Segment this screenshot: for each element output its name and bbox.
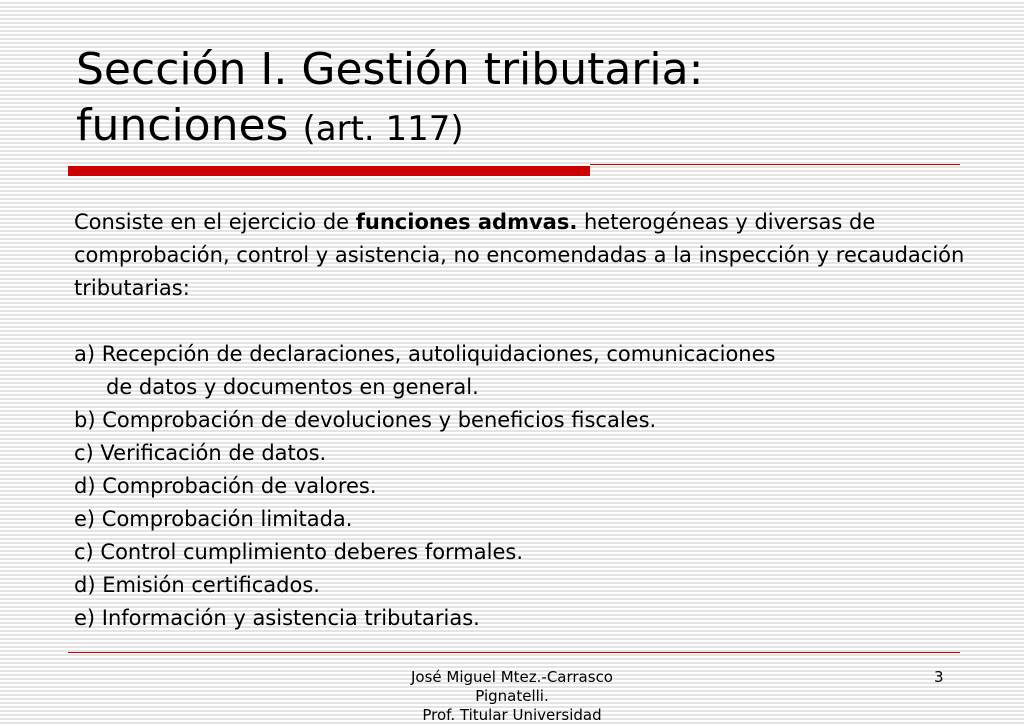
intro-text-end: heterogéneas y diversas de comprobación, control y asistencia, no encomendadas a la inspección y recaudación tributarias: — [74, 210, 965, 300]
list-item: b) Comprobación de devoluciones y beneficios fiscales. — [74, 408, 657, 432]
list-item: e) Información y asistencia tributarias. — [74, 606, 480, 630]
footer-divider — [68, 652, 960, 653]
title-underline-thin — [590, 164, 960, 165]
list-item: e) Comprobación limitada. — [74, 507, 353, 531]
title-line1: Sección I. Gestión tributaria: — [76, 44, 704, 95]
list-item: c) Control cumplimiento deberes formales. — [74, 540, 523, 564]
footer-author — [380, 668, 644, 725]
list-item: d) Comprobación de valores. — [74, 474, 377, 498]
slide-title — [76, 42, 976, 157]
list-item-continuation: de datos y documentos en general. — [106, 375, 479, 399]
list-item: c) Verificación de datos. — [74, 441, 327, 465]
intro-bold-term: funciones admvas. — [355, 210, 578, 234]
intro-text-start: Consiste en el ejercicio de — [74, 210, 356, 234]
slide-body — [74, 206, 974, 635]
list-item: a) Recepción de declaraciones, autoliquidaciones, comunicaciones — [74, 342, 776, 366]
author-position: Prof. Titular Universidad — [422, 706, 602, 724]
title-line2: funciones — [76, 100, 303, 151]
page-number: 3 — [934, 668, 944, 686]
intro-paragraph — [74, 206, 974, 305]
title-underline-thick — [68, 166, 590, 176]
list-item: d) Emisión certificados. — [74, 573, 320, 597]
title-article-ref: (art. 117) — [302, 109, 464, 149]
author-name: José Miguel Mtez.-Carrasco — [411, 668, 613, 686]
author-name-cont: Pignatelli. — [475, 687, 549, 705]
